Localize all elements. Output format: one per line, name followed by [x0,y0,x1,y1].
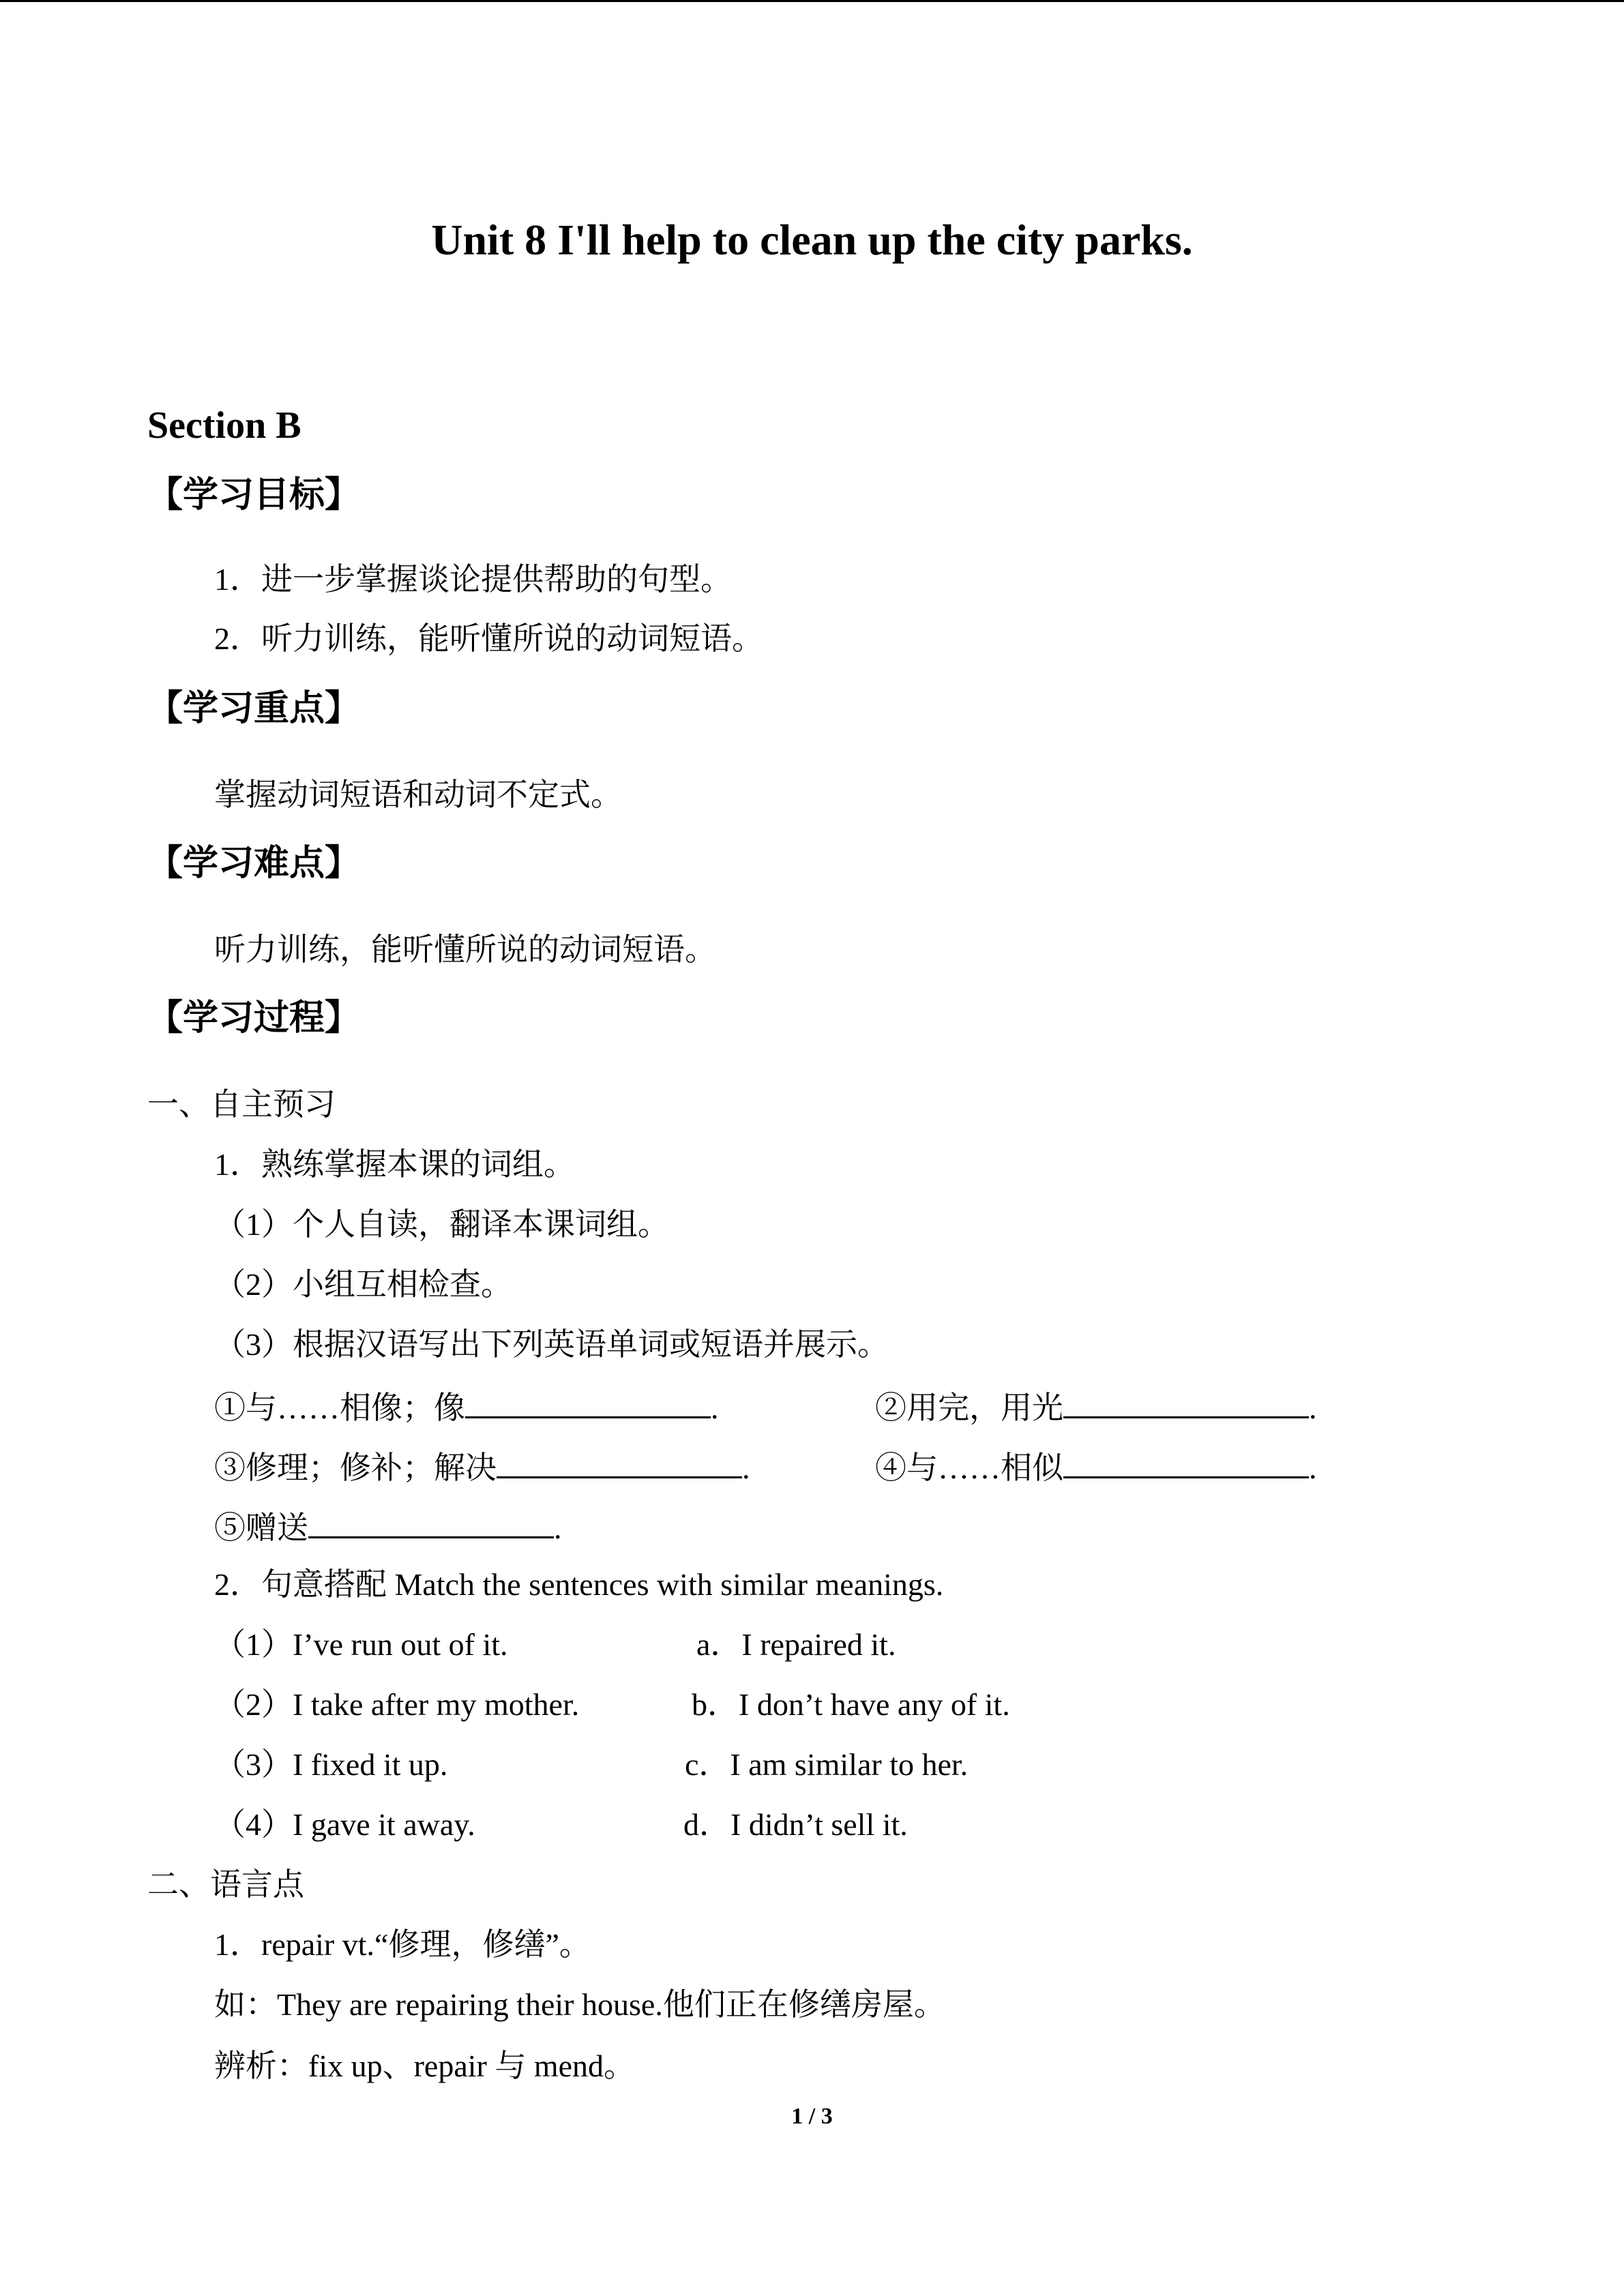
part1-heading: 一、自主预习 [147,1087,336,1122]
fill-blank-1 [214,1389,719,1424]
part1-item1: 1．熟练掌握本课的词组。 [214,1147,575,1182]
fill-blank-4 [875,1449,1317,1484]
match-left-3: （3）I fixed it up. [214,1747,448,1782]
part1-sub2: （2）小组互相检查。 [214,1267,512,1302]
fill-blank-2 [875,1389,1317,1424]
part2-heading: 二、语言点 [147,1867,304,1902]
section-heading: Section B [147,404,301,447]
blank-period: . [742,1450,750,1485]
answer-blank[interactable] [1063,1449,1309,1478]
blank-prompt: ①与……相像；像 [214,1390,465,1425]
answer-blank[interactable] [465,1389,711,1418]
goal-item-1: 1．进一步掌握谈论提供帮助的句型。 [214,562,732,597]
match-right-a: a．I repaired it. [696,1627,896,1662]
difficulties-heading: 【学习难点】 [147,843,361,884]
key-points-heading: 【学习重点】 [147,688,361,729]
match-right-b: b．I don’t have any of it. [692,1687,1010,1722]
part1-sub3: （3）根据汉语写出下列英语单词或短语并展示。 [214,1327,889,1362]
blank-prompt: ③修理；修补；解决 [214,1450,497,1485]
blank-period: . [1309,1450,1317,1485]
blank-prompt: ④与……相似 [875,1450,1063,1485]
top-border-line [0,0,1624,2]
part1-item2: 2．句意搭配 Match the sentences with similar meanings. [214,1567,944,1602]
blank-prompt: ②用完，用光 [875,1390,1063,1425]
process-heading: 【学习过程】 [147,998,361,1039]
match-left-1: （1）I’ve run out of it. [214,1627,508,1662]
page-number: 1 / 3 [791,2104,833,2129]
match-left-2: （2）I take after my mother. [214,1687,580,1722]
difficulties-text: 听力训练，能听懂所说的动词短语。 [214,932,716,967]
fill-blank-5 [214,1509,562,1544]
match-left-4: （4）I gave it away. [214,1807,475,1842]
blank-prompt: ⑤赠送 [214,1510,308,1545]
match-right-d: d．I didn’t sell it. [683,1807,908,1842]
part2-item1: 1．repair vt.“修理，修缮”。 [214,1927,591,1962]
blank-period: . [1309,1390,1317,1425]
goal-item-2: 2．听力训练，能听懂所说的动词短语。 [214,621,763,656]
part2-analysis: 辨析：fix up、repair 与 mend。 [214,2048,636,2083]
answer-blank[interactable] [497,1449,742,1478]
answer-blank[interactable] [308,1509,554,1538]
goals-heading: 【学习目标】 [147,475,361,516]
answer-blank[interactable] [1063,1389,1309,1418]
match-right-c: c．I am similar to her. [685,1747,969,1782]
blank-period: . [554,1510,562,1545]
blank-period: . [711,1390,719,1425]
page-title: Unit 8 I'll help to clean up the city parks. [431,215,1193,264]
part1-sub1: （1）个人自读，翻译本课词组。 [214,1207,669,1242]
part2-example: 如：They are repairing their house.他们正在修缮房屋。 [214,1987,945,2022]
key-points-text: 掌握动词短语和动词不定式。 [214,777,622,812]
fill-blank-3 [214,1449,750,1484]
